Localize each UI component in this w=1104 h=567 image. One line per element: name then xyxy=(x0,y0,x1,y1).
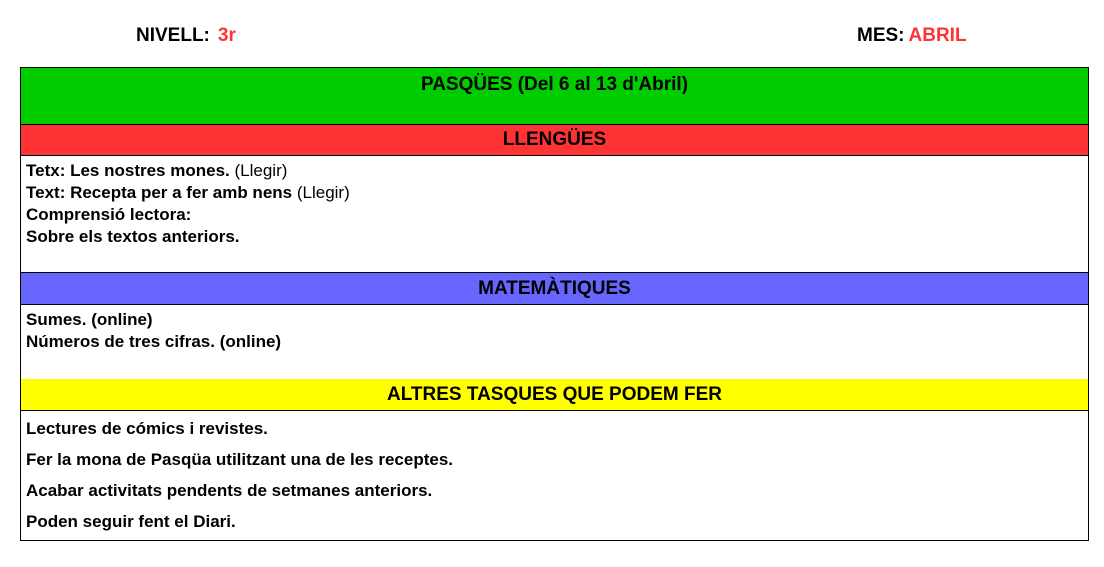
llengues-item-text: Text: Recepta per a fer amb nens xyxy=(26,183,293,202)
nivell-value: 3r xyxy=(217,25,236,46)
mes-value: ABRIL xyxy=(908,25,967,46)
altres-item: Acabar activitats pendents de setmanes anteriors. xyxy=(26,481,433,500)
matematiques-item: Sumes. (online) xyxy=(26,310,153,329)
llengues-item-note: (Llegir) xyxy=(296,183,350,202)
nivell-header xyxy=(136,24,236,48)
pasques-banner: PASQÜES (Del 6 al 13 d'Abril) xyxy=(21,68,1088,124)
llengues-content xyxy=(26,160,1083,248)
llengues-item-text: Tetx: Les nostres mones. xyxy=(26,161,230,180)
llengues-item xyxy=(26,160,1083,182)
llengues-heading: LLENGÜES xyxy=(21,124,1088,156)
altres-item: Fer la mona de Pasqüa utilitzant una de les receptes. xyxy=(26,450,454,469)
matematiques-heading: MATEMÀTIQUES xyxy=(21,272,1088,305)
mes-label: MES: xyxy=(857,25,905,46)
altres-item: Lectures de cómics i revistes. xyxy=(26,419,268,438)
llengues-item-note: (Llegir) xyxy=(234,161,288,180)
llengues-item: Sobre els textos anteriors. xyxy=(26,227,240,246)
altres-item: Poden seguir fent el Diari. xyxy=(26,512,236,531)
matematiques-content xyxy=(26,309,1083,353)
matematiques-item: Números de tres cifras. (online) xyxy=(26,332,282,351)
llengues-item: Comprensió lectora: xyxy=(26,205,192,224)
llengues-item xyxy=(26,182,1083,204)
nivell-label: NIVELL: xyxy=(136,25,210,46)
mes-header xyxy=(857,24,967,48)
activity-sheet xyxy=(20,67,1089,541)
altres-heading: ALTRES TASQUES QUE PODEM FER xyxy=(21,379,1088,411)
altres-content xyxy=(26,413,1083,537)
